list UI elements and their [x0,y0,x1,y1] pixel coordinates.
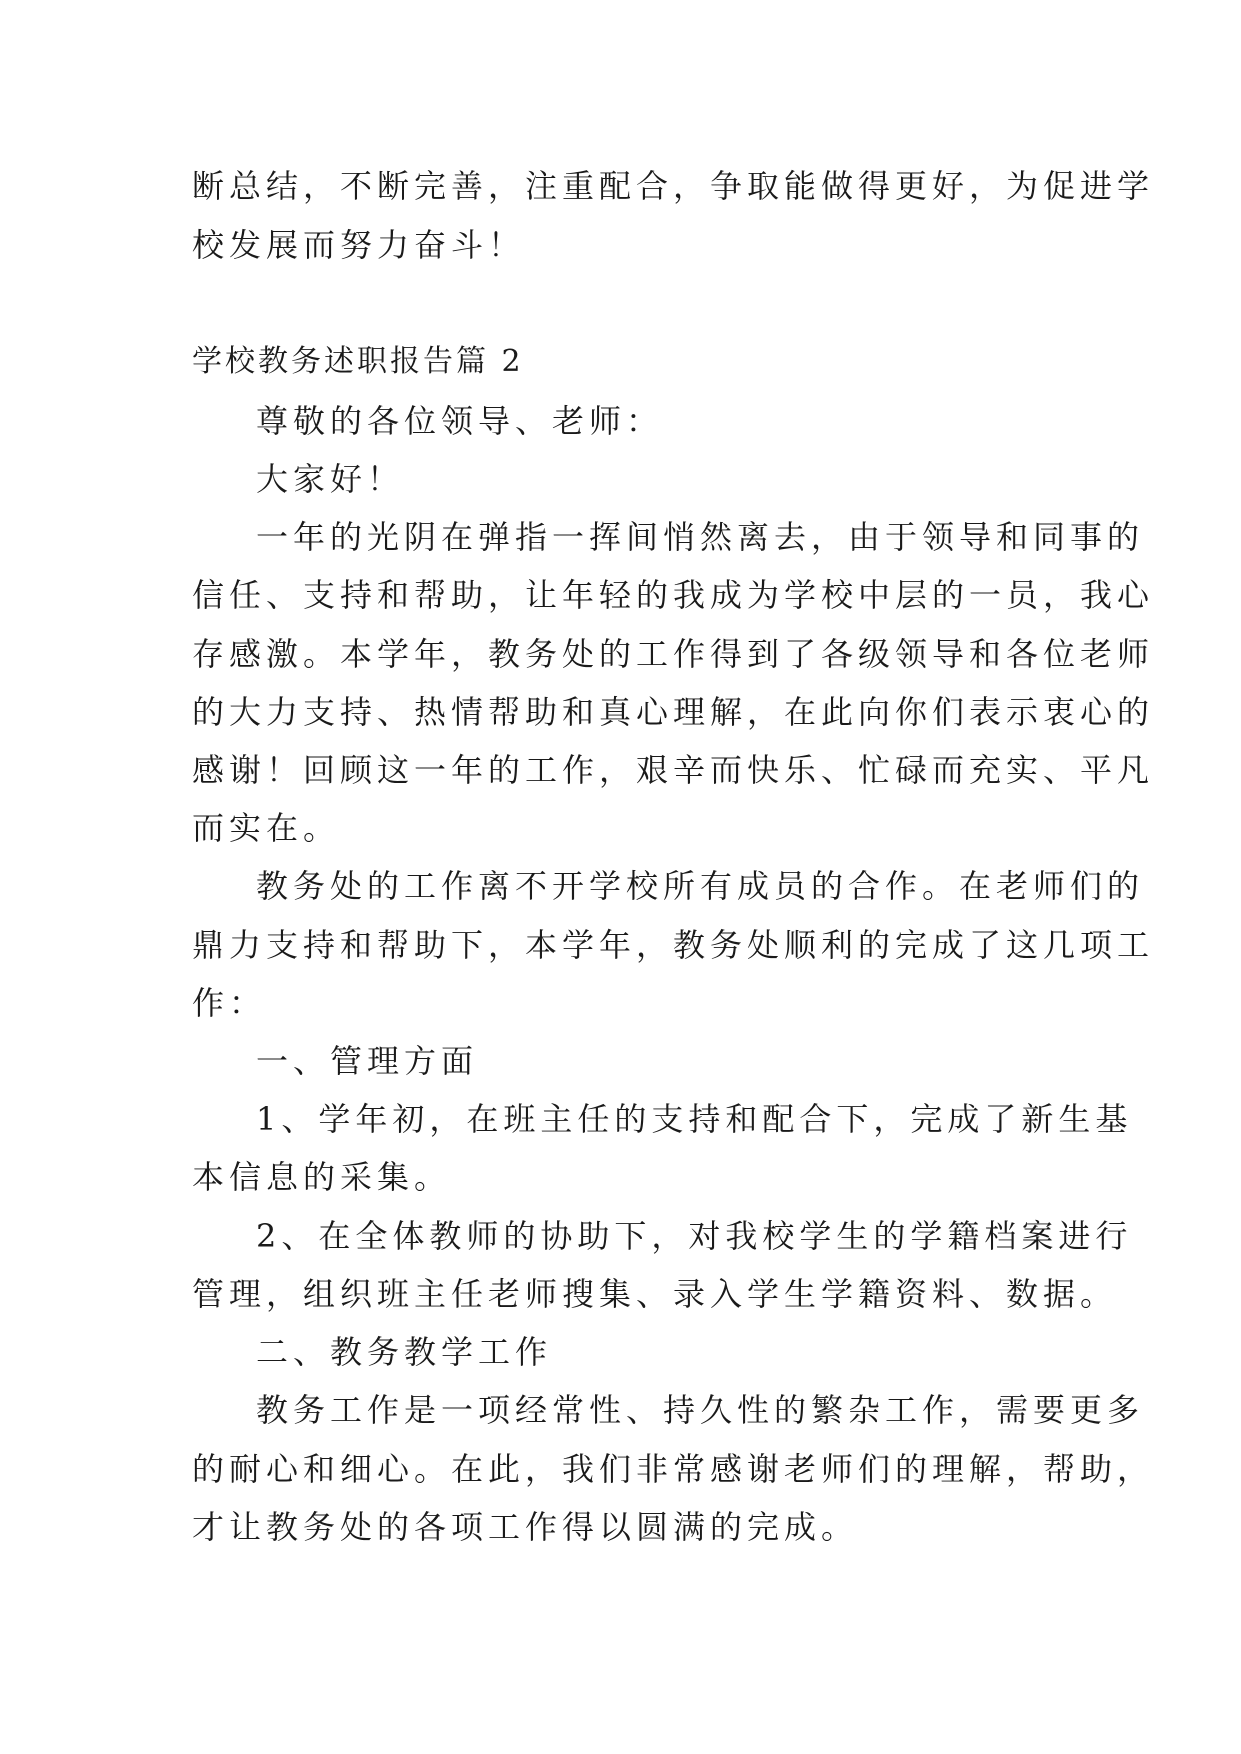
salutation: 尊敬的各位领导、老师： [256,402,664,440]
paragraph-line: 教务工作是一项经常性、持久性的繁杂工作，需要更多 [256,1391,1145,1429]
paragraph-line: 管理，组织班主任老师搜集、录入学生学籍资料、数据。 [192,1275,1118,1313]
paragraph-line: 的大力支持、热情帮助和真心理解，在此向你们表示衷心的 [192,693,1155,731]
body-line: 断总结，不断完善，注重配合，争取能做得更好，为促进学 [192,167,1155,205]
subsection-heading: 一、管理方面 [256,1042,479,1080]
paragraph-line: 2、在全体教师的协助下，对我校学生的学籍档案进行 [256,1217,1133,1255]
paragraph-line: 信任、支持和帮助，让年轻的我成为学校中层的一员，我心 [192,576,1155,614]
subsection-heading: 二、教务教学工作 [256,1333,553,1371]
paragraph-line: 鼎力支持和帮助下，本学年，教务处顺利的完成了这几项工 [192,926,1155,964]
paragraph-line: 的耐心和细心。在此，我们非常感谢老师们的理解，帮助， [192,1450,1155,1488]
paragraph-line: 存感激。本学年，教务处的工作得到了各级领导和各位老师 [192,635,1155,673]
greeting: 大家好！ [256,460,405,498]
paragraph-line: 感谢！回顾这一年的工作，艰辛而快乐、忙碌而充实、平凡 [192,751,1155,789]
paragraph-line: 作： [192,984,267,1022]
section-title: 学校教务述职报告篇 2 [192,344,524,379]
paragraph-line: 教务处的工作离不开学校所有成员的合作。在老师们的 [256,867,1145,905]
paragraph-line: 才让教务处的各项工作得以圆满的完成。 [192,1508,859,1546]
paragraph-line: 1、学年初，在班主任的支持和配合下，完成了新生基 [256,1100,1133,1138]
paragraph-line: 本信息的采集。 [192,1158,452,1196]
paragraph-line: 一年的光阴在弹指一挥间悄然离去，由于领导和同事的 [256,518,1145,556]
paragraph-line: 而实在。 [192,809,341,847]
body-line: 校发展而努力奋斗！ [192,226,526,264]
